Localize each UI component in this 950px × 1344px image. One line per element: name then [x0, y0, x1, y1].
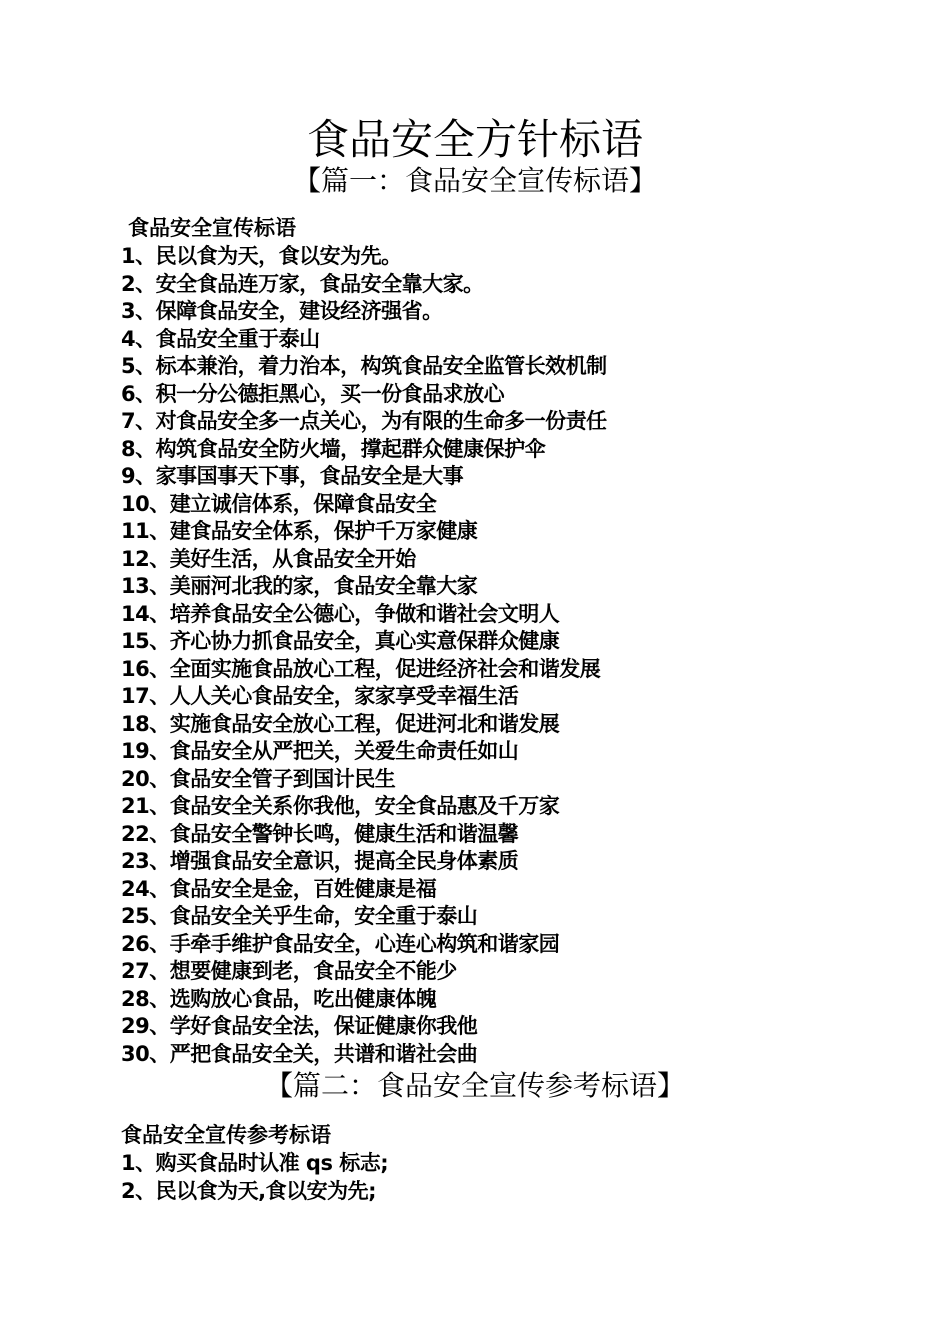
list-item: [121, 298, 607, 326]
list-item: [121, 848, 607, 876]
list-item-number: 1、: [121, 244, 156, 268]
section-2-slogan-list: [121, 1150, 388, 1205]
list-item-text: 构筑食品安全防火墙，撑起群众健康保护伞: [155, 436, 546, 461]
list-item-text: 建食品安全体系，保护千万家健康: [169, 519, 478, 543]
list-item-number: 17、: [121, 684, 170, 708]
list-item-number: 22、: [121, 821, 170, 846]
list-item-number: 6、: [121, 381, 156, 406]
list-item-text: 手牵手维护食品安全，心连心构筑和谐家园: [169, 931, 560, 956]
list-item: [121, 518, 607, 546]
list-item-number: 2、: [121, 1178, 156, 1203]
list-item: [121, 1150, 388, 1178]
list-item-number: 18、: [121, 711, 170, 736]
list-item-text: 食品安全管子到国计民生: [169, 766, 396, 791]
list-item: [121, 738, 607, 766]
list-item-text: 食品安全从严把关，关爱生命责任如山: [169, 739, 519, 763]
list-item-text: 购买食品时认准 qs 标志;: [155, 1151, 389, 1175]
list-item: [121, 683, 607, 711]
list-item-text: 对食品安全多一点关心，为有限的生命多一份责任: [155, 409, 607, 433]
list-item-number: 15、: [121, 629, 170, 653]
list-item-text: 民以食为天，食以安为先。: [155, 244, 402, 268]
list-item-number: 27、: [121, 959, 170, 983]
list-item: [121, 408, 607, 436]
list-item: [121, 1041, 607, 1069]
list-item: [121, 271, 607, 299]
list-item: [121, 766, 607, 794]
list-item-text: 家事国事天下事，食品安全是大事: [155, 464, 464, 488]
list-item-number: 16、: [121, 656, 170, 681]
list-item-number: 20、: [121, 766, 170, 791]
list-item-number: 1、: [121, 1151, 156, 1175]
list-item: [121, 573, 607, 601]
list-item-text: 严把食品安全关，共谱和谐社会曲: [169, 1041, 478, 1066]
list-item-text: 安全食品连万家，食品安全靠大家。: [155, 271, 484, 296]
list-item-text: 齐心协力抓食品安全，真心实意保群众健康: [169, 629, 560, 653]
list-item: [121, 326, 607, 354]
list-item-text: 培养食品安全公德心，争做和谐社会文明人: [169, 601, 560, 626]
list-item-number: 19、: [121, 739, 170, 763]
list-item-text: 增强食品安全意识，提高全民身体素质: [169, 849, 519, 873]
list-item-text: 食品安全重于泰山: [155, 326, 320, 351]
list-item-text: 食品安全关系你我他，安全食品惠及千万家: [169, 794, 560, 818]
list-item-text: 民以食为天,食以安为先;: [155, 1178, 376, 1203]
list-item: [121, 546, 607, 574]
list-item: [121, 1178, 388, 1206]
list-item: [121, 243, 607, 271]
list-item-number: 21、: [121, 794, 170, 818]
list-item: [121, 656, 607, 684]
list-item-text: 选购放心食品，吃出健康体魄: [169, 986, 437, 1011]
list-item-text: 美好生活，从食品安全开始: [169, 546, 416, 571]
list-item-text: 积一分公德拒黑心，买一份食品求放心: [155, 381, 505, 406]
list-item-number: 10、: [121, 491, 170, 516]
section-2-heading: 【篇二：食品安全宣传参考标语】: [264, 1069, 685, 1102]
list-item: [121, 463, 607, 491]
list-item-text: 人人关心食品安全，家家享受幸福生活: [169, 684, 519, 708]
list-item: [121, 353, 607, 381]
list-item-number: 24、: [121, 876, 170, 901]
list-item-text: 美丽河北我的家，食品安全靠大家: [169, 574, 478, 598]
section-1-slogan-list: [121, 243, 607, 1068]
list-item: [121, 1013, 607, 1041]
list-item: [121, 931, 607, 959]
list-item-number: 7、: [121, 409, 156, 433]
document-title: 食品安全方针标语: [306, 115, 643, 164]
list-item: [121, 436, 607, 464]
list-item: [121, 628, 607, 656]
section-1-subheading: 食品安全宣传标语: [128, 216, 296, 240]
list-item: [121, 491, 607, 519]
list-item-text: 食品安全是金，百姓健康是福: [169, 876, 437, 901]
list-item: [121, 903, 607, 931]
list-item-text: 食品安全警钟长鸣，健康生活和谐温馨: [169, 821, 519, 846]
list-item-number: 28、: [121, 986, 170, 1011]
list-item-number: 25、: [121, 904, 170, 928]
section-2-subheading: 食品安全宣传参考标语: [121, 1123, 331, 1147]
list-item-number: 8、: [121, 436, 156, 461]
list-item: [121, 381, 607, 409]
list-item-text: 标本兼治，着力治本，构筑食品安全监管长效机制: [155, 354, 607, 378]
list-item-number: 26、: [121, 931, 170, 956]
list-item-number: 12、: [121, 546, 170, 571]
list-item: [121, 793, 607, 821]
list-item-number: 13、: [121, 574, 170, 598]
list-item-text: 保障食品安全，建设经济强省。: [155, 299, 443, 323]
list-item-text: 食品安全关乎生命，安全重于泰山: [169, 904, 478, 928]
list-item: [121, 876, 607, 904]
list-item-number: 5、: [121, 354, 156, 378]
list-item-number: 14、: [121, 601, 170, 626]
list-item-number: 2、: [121, 271, 156, 296]
list-item-number: 29、: [121, 1014, 170, 1038]
list-item-number: 3、: [121, 299, 156, 323]
list-item: [121, 601, 607, 629]
list-item-number: 9、: [121, 464, 156, 488]
list-item-text: 建立诚信体系，保障食品安全: [169, 491, 437, 516]
list-item: [121, 958, 607, 986]
list-item: [121, 821, 607, 849]
list-item: [121, 986, 607, 1014]
list-item-text: 全面实施食品放心工程，促进经济社会和谐发展: [169, 656, 601, 681]
list-item-number: 30、: [121, 1041, 170, 1066]
list-item-text: 实施食品安全放心工程，促进河北和谐发展: [169, 711, 560, 736]
list-item: [121, 711, 607, 739]
list-item-text: 想要健康到老，食品安全不能少: [169, 959, 457, 983]
list-item-number: 23、: [121, 849, 170, 873]
list-item-number: 4、: [121, 326, 156, 351]
section-1-heading: 【篇一：食品安全宣传标语】: [292, 164, 657, 197]
list-item-number: 11、: [121, 519, 170, 543]
list-item-text: 学好食品安全法，保证健康你我他: [169, 1014, 478, 1038]
